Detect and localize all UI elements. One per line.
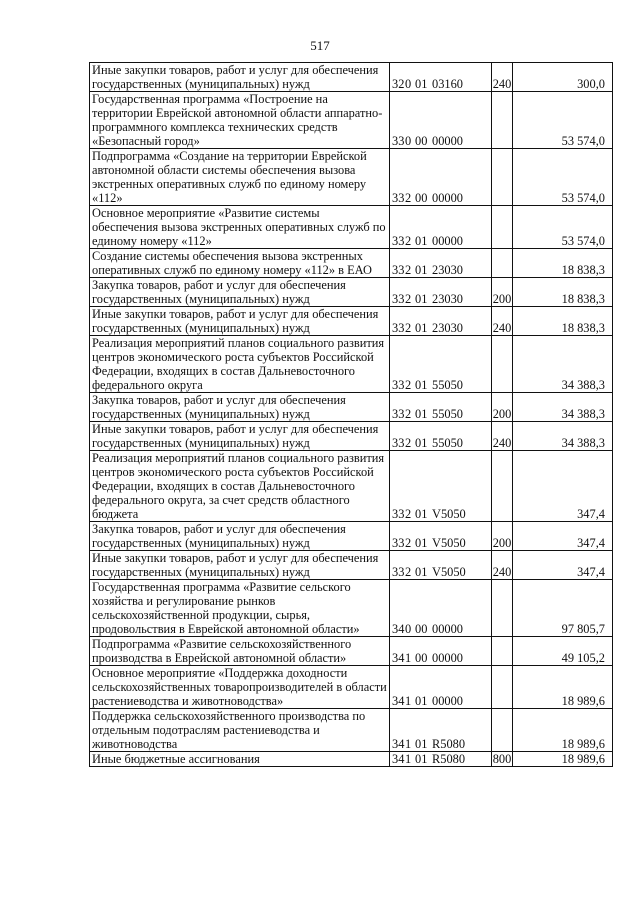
budget-table [89, 62, 613, 767]
row-target-code [390, 278, 492, 307]
row-description: Закупка товаров, работ и услуг для обеспечения государственных (муниципальных) нужд [90, 522, 390, 551]
table-row [90, 752, 613, 767]
row-amount: 34 388,3 [513, 336, 613, 393]
row-expense-type [492, 206, 513, 249]
direction-code: 55050 [432, 378, 463, 392]
subprogram-code: 2 [405, 378, 412, 392]
direction-code: 00000 [432, 234, 463, 248]
row-target-code [390, 92, 492, 149]
row-amount: 53 574,0 [513, 92, 613, 149]
row-target-code [390, 666, 492, 709]
row-expense-type: 200 [492, 278, 513, 307]
row-amount: 53 574,0 [513, 206, 613, 249]
activity-code: 00 [415, 191, 428, 205]
subprogram-code: 2 [405, 321, 412, 335]
direction-code: 03160 [432, 77, 463, 91]
direction-code: 23030 [432, 321, 463, 335]
row-description: Основное мероприятие «Поддержка доходности сельскохозяйственных товаропроизводителей в области растениеводства и животноводства» [90, 666, 390, 709]
row-description: Иные закупки товаров, работ и услуг для обеспечения государственных (муниципальных) нужд [90, 551, 390, 580]
program-code: 33 [392, 565, 405, 579]
activity-code: 01 [415, 694, 428, 708]
activity-code: 01 [415, 737, 428, 751]
table-row [90, 249, 613, 278]
program-code: 34 [392, 651, 405, 665]
activity-code: 01 [415, 378, 428, 392]
row-description: Подпрограмма «Развитие сельскохозяйственного производства в Еврейской автономной области» [90, 637, 390, 666]
row-expense-type: 200 [492, 393, 513, 422]
page-number: 517 [310, 38, 330, 53]
row-description: Государственная программа «Построение на территории Еврейской автономной области аппаратно-программного комплекса технических средств «Безопасный город» [90, 92, 390, 149]
row-expense-type [492, 149, 513, 206]
row-amount: 347,4 [513, 522, 613, 551]
row-description: Государственная программа «Развитие сельского хозяйства и регулирование рынков сельскохозяйственной продукции, сырья, продовольствия в Еврейской автономной области» [90, 580, 390, 637]
activity-code: 01 [415, 565, 428, 579]
row-target-code [390, 206, 492, 249]
activity-code: 01 [415, 507, 428, 521]
row-amount: 49 105,2 [513, 637, 613, 666]
row-amount: 347,4 [513, 551, 613, 580]
table-row [90, 666, 613, 709]
table-row [90, 307, 613, 336]
direction-code: 55050 [432, 407, 463, 421]
program-code: 34 [392, 694, 405, 708]
row-description: Иные закупки товаров, работ и услуг для обеспечения государственных (муниципальных) нужд [90, 307, 390, 336]
direction-code: 55050 [432, 436, 463, 450]
program-code: 33 [392, 407, 405, 421]
row-expense-type: 240 [492, 422, 513, 451]
activity-code: 00 [415, 622, 428, 636]
direction-code: V5050 [432, 507, 466, 521]
subprogram-code: 2 [405, 565, 412, 579]
row-target-code [390, 249, 492, 278]
row-description: Создание системы обеспечения вызова экстренных оперативных служб по единому номеру «112» в ЕАО [90, 249, 390, 278]
row-expense-type [492, 709, 513, 752]
row-target-code [390, 307, 492, 336]
direction-code: V5050 [432, 536, 466, 550]
row-target-code [390, 149, 492, 206]
table-row [90, 63, 613, 92]
subprogram-code: 1 [405, 737, 412, 751]
row-target-code [390, 393, 492, 422]
row-description: Закупка товаров, работ и услуг для обеспечения государственных (муниципальных) нужд [90, 278, 390, 307]
row-amount: 347,4 [513, 451, 613, 522]
subprogram-code: 0 [405, 622, 412, 636]
direction-code: 23030 [432, 263, 463, 277]
row-target-code [390, 551, 492, 580]
activity-code: 01 [415, 77, 428, 91]
program-code: 33 [392, 436, 405, 450]
activity-code: 01 [415, 752, 428, 766]
subprogram-code: 1 [405, 651, 412, 665]
row-expense-type [492, 637, 513, 666]
row-description: Реализация мероприятий планов социального развития центров экономического роста субъектов Российской Федерации, входящих в состав Дальневосточного федерального округа [90, 336, 390, 393]
subprogram-code: 2 [405, 191, 412, 205]
table-row [90, 92, 613, 149]
row-description: Иные закупки товаров, работ и услуг для обеспечения государственных (муниципальных) нужд [90, 422, 390, 451]
direction-code: 23030 [432, 292, 463, 306]
activity-code: 01 [415, 234, 428, 248]
table-row [90, 709, 613, 752]
activity-code: 01 [415, 263, 428, 277]
row-amount: 53 574,0 [513, 149, 613, 206]
direction-code: 00000 [432, 694, 463, 708]
row-expense-type: 200 [492, 522, 513, 551]
activity-code: 01 [415, 407, 428, 421]
row-expense-type [492, 249, 513, 278]
row-target-code [390, 709, 492, 752]
subprogram-code: 1 [405, 752, 412, 766]
program-code: 34 [392, 752, 405, 766]
row-amount: 18 989,6 [513, 752, 613, 767]
table-row [90, 580, 613, 637]
table-row [90, 451, 613, 522]
table-row [90, 149, 613, 206]
row-description: Основное мероприятие «Развитие системы обеспечения вызова экстренных оперативных служб по единому номеру «112» [90, 206, 390, 249]
row-target-code [390, 451, 492, 522]
activity-code: 01 [415, 292, 428, 306]
subprogram-code: 2 [405, 234, 412, 248]
table-row [90, 278, 613, 307]
row-expense-type [492, 666, 513, 709]
program-code: 33 [392, 321, 405, 335]
row-expense-type: 240 [492, 63, 513, 92]
table-row [90, 206, 613, 249]
row-description: Поддержка сельскохозяйственного производства по отдельным подотраслям растениеводства и животноводства [90, 709, 390, 752]
row-expense-type [492, 580, 513, 637]
row-amount: 18 989,6 [513, 709, 613, 752]
row-amount: 34 388,3 [513, 422, 613, 451]
subprogram-code: 0 [405, 77, 412, 91]
row-expense-type [492, 451, 513, 522]
row-target-code [390, 637, 492, 666]
direction-code: 00000 [432, 651, 463, 665]
activity-code: 01 [415, 321, 428, 335]
row-target-code [390, 63, 492, 92]
row-target-code [390, 522, 492, 551]
program-code: 33 [392, 292, 405, 306]
row-amount: 300,0 [513, 63, 613, 92]
activity-code: 01 [415, 536, 428, 550]
direction-code: R5080 [432, 737, 466, 751]
row-target-code [390, 422, 492, 451]
program-code: 33 [392, 234, 405, 248]
program-code: 33 [392, 378, 405, 392]
row-amount: 97 805,7 [513, 580, 613, 637]
row-description: Реализация мероприятий планов социального развития центров экономического роста субъектов Российской Федерации, входящих в состав Дальневосточного федерального округа, за счет средств областного бюджета [90, 451, 390, 522]
subprogram-code: 1 [405, 694, 412, 708]
row-amount: 34 388,3 [513, 393, 613, 422]
table-row [90, 422, 613, 451]
row-amount: 18 838,3 [513, 307, 613, 336]
row-expense-type: 800 [492, 752, 512, 766]
table-row [90, 637, 613, 666]
subprogram-code: 2 [405, 507, 412, 521]
program-code: 33 [392, 191, 405, 205]
program-code: 34 [392, 622, 405, 636]
row-description: Иные бюджетные ассигнования [90, 752, 390, 767]
subprogram-code: 0 [405, 134, 412, 148]
subprogram-code: 2 [405, 536, 412, 550]
subprogram-code: 2 [405, 436, 412, 450]
row-expense-type: 240 [492, 307, 513, 336]
row-target-code [390, 336, 492, 393]
program-code: 32 [392, 77, 405, 91]
direction-code: 00000 [432, 191, 463, 205]
table-row [90, 551, 613, 580]
program-code: 33 [392, 507, 405, 521]
subprogram-code: 2 [405, 292, 412, 306]
program-code: 33 [392, 134, 405, 148]
direction-code: 00000 [432, 622, 463, 636]
direction-code: R5080 [432, 752, 466, 766]
row-description: Подпрограмма «Создание на территории Еврейской автономной области системы обеспечения вызова экстренных оперативных служб по единому номеру «112» [90, 149, 390, 206]
program-code: 33 [392, 263, 405, 277]
row-expense-type [492, 336, 513, 393]
table-row [90, 336, 613, 393]
row-description: Иные закупки товаров, работ и услуг для обеспечения государственных (муниципальных) нужд [90, 63, 390, 92]
activity-code: 01 [415, 436, 428, 450]
row-amount: 18 838,3 [513, 278, 613, 307]
direction-code: 00000 [432, 134, 463, 148]
table-row [90, 522, 613, 551]
row-amount: 18 989,6 [513, 666, 613, 709]
subprogram-code: 2 [405, 263, 412, 277]
program-code: 34 [392, 737, 405, 751]
activity-code: 00 [415, 651, 428, 665]
table-row [90, 393, 613, 422]
row-amount: 18 838,3 [513, 249, 613, 278]
subprogram-code: 2 [405, 407, 412, 421]
budget-table-body [90, 63, 613, 767]
direction-code: V5050 [432, 565, 466, 579]
row-target-code [390, 580, 492, 637]
row-description: Закупка товаров, работ и услуг для обеспечения государственных (муниципальных) нужд [90, 393, 390, 422]
row-target-code [390, 752, 492, 767]
activity-code: 00 [415, 134, 428, 148]
row-expense-type [492, 92, 513, 149]
row-expense-type: 240 [492, 551, 513, 580]
program-code: 33 [392, 536, 405, 550]
